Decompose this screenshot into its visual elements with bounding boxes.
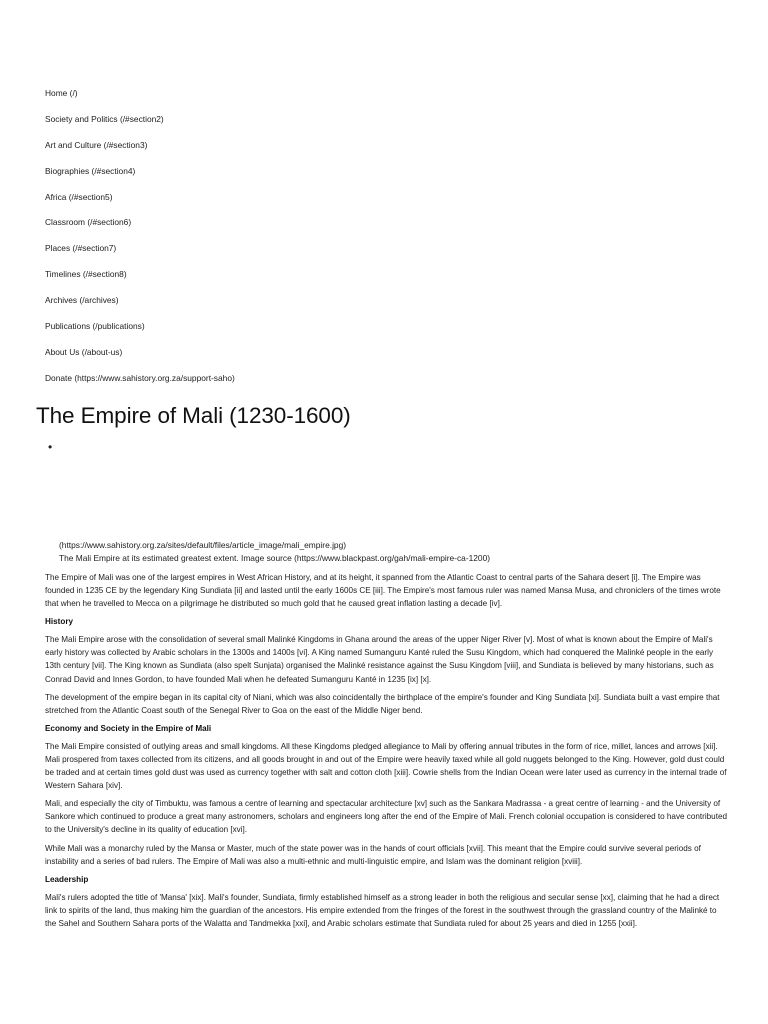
- leadership-paragraph-1: Mali's rulers adopted the title of 'Mansa' [xix]. Mali's founder, Sundiata, firmly established himself as a strong leader in both the religious and secular sense [xx], claiming that he had a direct link to spirits of the land, thus making him the guardian of the ancestors. His empire extended from the fringes of the forest in the southwest through the grassland country of the Malinké to the Sahel and Southern Sahara ports of the Walatta and Tandmekka [xxi], and Arabic scholars estimate that Sundiata ruled for about 25 years and died in 1255 [xxii].: [45, 892, 720, 928]
- nav-link-archives[interactable]: Archives (/archives): [45, 295, 119, 306]
- nav-link-society-and-politics[interactable]: Society and Politics (/#section2): [45, 113, 164, 124]
- nav-link-places[interactable]: Places (/#section7): [45, 243, 117, 254]
- nav-link-classroom[interactable]: Classroom (/#section6): [45, 217, 132, 228]
- article-image-link[interactable]: (https://www.sahistory.org.za/sites/default/files/article_image/mali_empire.jpg): [59, 540, 347, 550]
- economy-paragraph-3: While Mali was a monarchy ruled by the Mansa or Master, much of the state power was in the hands of court officials [xvii]. This meant that the Empire could survive several periods of instability and a series of bad rulers. The Empire of Mali was also a multi-ethnic and multi-linguistic empire, and Islam was the dominant religion [xviii].: [45, 843, 701, 866]
- intro-paragraph: The Empire of Mali was one of the largest empires in West African History, and at its height, it spanned from the Atlantic Coast to central parts of the Sahara desert [i]. The Empire was founded in 1235 CE by the legendary King Sundiata [ii] and lasted until the early 1600s CE [iii]. The Empire's most famous ruler was named Mansa Musa, and chroniclers of the times wrote that when he travelled to Mecca on a pilgrimage he distributed so much gold that he caused great inflation lasting a decade [iv].: [45, 573, 721, 609]
- nav-link-publications[interactable]: Publications (/publications): [45, 321, 145, 332]
- nav-link-africa[interactable]: Africa (/#section5): [45, 191, 113, 202]
- economy-paragraph-2: Mali, and especially the city of Timbuktu, was famous a centre of learning and spectacular architecture [xv] such as the Sankara Madrassa - a great centre of learning - and the University of Sankore which continued to produce a great many astronomers, scholars and engineers long after the end of the Empire of Mali. French colonial occupation is considered to have contributed to the University's decline in its quality of education [xvi].: [45, 799, 727, 835]
- image-caption: The Mali Empire at its estimated greatest extent. Image source (https://www.blackpast.org/gah/mali-empire-ca-1200): [59, 553, 491, 563]
- list-bullet: •: [48, 440, 53, 454]
- site-navigation: [45, 87, 235, 398]
- nav-link-about-us[interactable]: About Us (/about-us): [45, 346, 123, 357]
- history-heading: History: [45, 617, 73, 627]
- history-paragraph-2: The development of the empire began in its capital city of Niani, which was also coincidentally the birthplace of the empire's founder and King Sundiata [xi]. Sundiata built a vast empire that stretched from the Atlantic Coast south of the Senegal River to Goa on the east of the Middle Niger bend.: [45, 692, 720, 715]
- nav-link-art-and-culture[interactable]: Art and Culture (/#section3): [45, 139, 148, 150]
- economy-paragraph-1: The Mali Empire consisted of outlying areas and small kingdoms. All these Kingdoms pledged allegiance to Mali by offering annual tributes in the form of rice, millet, lances and arrows [xii]. Mali prospered from taxes collected from its citizens, and all goods brought in and out of the Empire were heavily taxed while all gold nuggets belonged to the King. However, gold dust could be traded and at certain times gold dust was used as currency together with salt and cotton cloth [xiii]. Cowrie shells from the Indian Ocean were later used as currency in the internal trade of Western Sahara [xiv].: [45, 741, 727, 791]
- economy-heading: Economy and Society in the Empire of Mali: [45, 723, 212, 733]
- nav-link-donate[interactable]: Donate (https://www.sahistory.org.za/support-saho): [45, 372, 235, 383]
- nav-link-biographies[interactable]: Biographies (/#section4): [45, 165, 136, 176]
- nav-link-home[interactable]: Home (/): [45, 88, 78, 98]
- article-title: The Empire of Mali (1230-1600): [36, 403, 351, 428]
- leadership-heading: Leadership: [45, 874, 89, 884]
- article-body: [45, 571, 727, 935]
- nav-link-timelines[interactable]: Timelines (/#section8): [45, 269, 127, 280]
- history-paragraph-1: The Mali Empire arose with the consolidation of several small Malinké Kingdoms in Ghana around the areas of the upper Niger River [v]. Most of what is known about the Empire of Mali's early history was collected by Arabic scholars in the 1300s and 1400s [vi]. A King named Sumanguru Kanté ruled the Susu Kingdom, which had conquered the Malinké people in the early 13th century [vii]. The King known as Sundiata (also spelt Sunjata) organised the Malinké resistance against the Susu Kingdom [viii], and Sundiata is believed by many historians, such as Conrad David and Innes Gordon, to have founded Mali when he defeated Sumanguru Kanté in 1235 [ix] [x].: [45, 635, 714, 684]
